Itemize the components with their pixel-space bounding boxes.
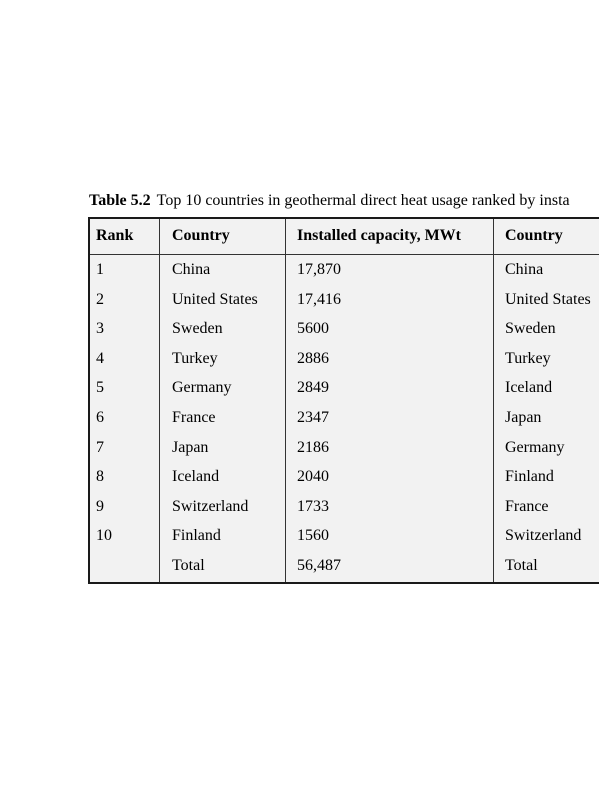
country-2-cell: Turkey (505, 350, 551, 367)
country-2-cell: China (505, 261, 544, 278)
capacity-cell: 17,870 (297, 261, 341, 278)
rank-cell: 10 (96, 527, 112, 544)
country-2-cell: Switzerland (505, 527, 582, 544)
header-installed-capacity: Installed capacity, MWt (297, 227, 461, 244)
rank-cell: 3 (96, 320, 104, 337)
country-cell: France (172, 409, 216, 426)
capacity-cell: 2347 (297, 409, 329, 426)
rank-cell: 6 (96, 409, 104, 426)
capacity-cell: 2186 (297, 439, 329, 456)
country-cell: Iceland (172, 468, 220, 485)
capacity-cell: 2886 (297, 350, 329, 367)
table-caption (89, 191, 570, 211)
country-2-cell: Germany (505, 439, 565, 456)
rank-cell: 5 (96, 379, 104, 396)
capacity-cell: 17,416 (297, 291, 341, 308)
header-country: Country (172, 227, 230, 244)
capacity-cell: 2040 (297, 468, 329, 485)
country-2-cell: Japan (505, 409, 542, 426)
country-2-cell: Sweden (505, 320, 556, 337)
capacity-cell: 2849 (297, 379, 329, 396)
country-2-cell: Finland (505, 468, 554, 485)
capacity-cell: 1733 (297, 498, 329, 515)
header-rank: Rank (96, 227, 134, 244)
rank-cell: 2 (96, 291, 104, 308)
country-2-cell: United States (505, 291, 591, 308)
rank-cell: 4 (96, 350, 104, 367)
rank-cell: 7 (96, 439, 104, 456)
country-cell: Total (172, 557, 205, 574)
country-cell: China (172, 261, 211, 278)
country-cell: Sweden (172, 320, 223, 337)
header-rule (90, 254, 599, 255)
rank-cell: 8 (96, 468, 104, 485)
capacity-cell: 1560 (297, 527, 329, 544)
country-2-cell: France (505, 498, 549, 515)
country-2-cell: Iceland (505, 379, 553, 396)
column-divider (159, 219, 160, 582)
table-title: Top 10 countries in geothermal direct heat usage ranked by insta (156, 192, 570, 209)
header-country-2: Country (505, 227, 563, 244)
country-2-cell: Total (505, 557, 538, 574)
country-cell: Turkey (172, 350, 218, 367)
country-cell: Germany (172, 379, 232, 396)
country-cell: Japan (172, 439, 209, 456)
rank-cell: 9 (96, 498, 104, 515)
column-divider (285, 219, 286, 582)
table-number: Table 5.2 (89, 192, 151, 209)
country-cell: Switzerland (172, 498, 249, 515)
capacity-cell: 5600 (297, 320, 329, 337)
rank-cell: 1 (96, 261, 104, 278)
country-cell: Finland (172, 527, 221, 544)
country-cell: United States (172, 291, 258, 308)
capacity-cell: 56,487 (297, 557, 341, 574)
column-divider (493, 219, 494, 582)
data-table (88, 217, 599, 584)
